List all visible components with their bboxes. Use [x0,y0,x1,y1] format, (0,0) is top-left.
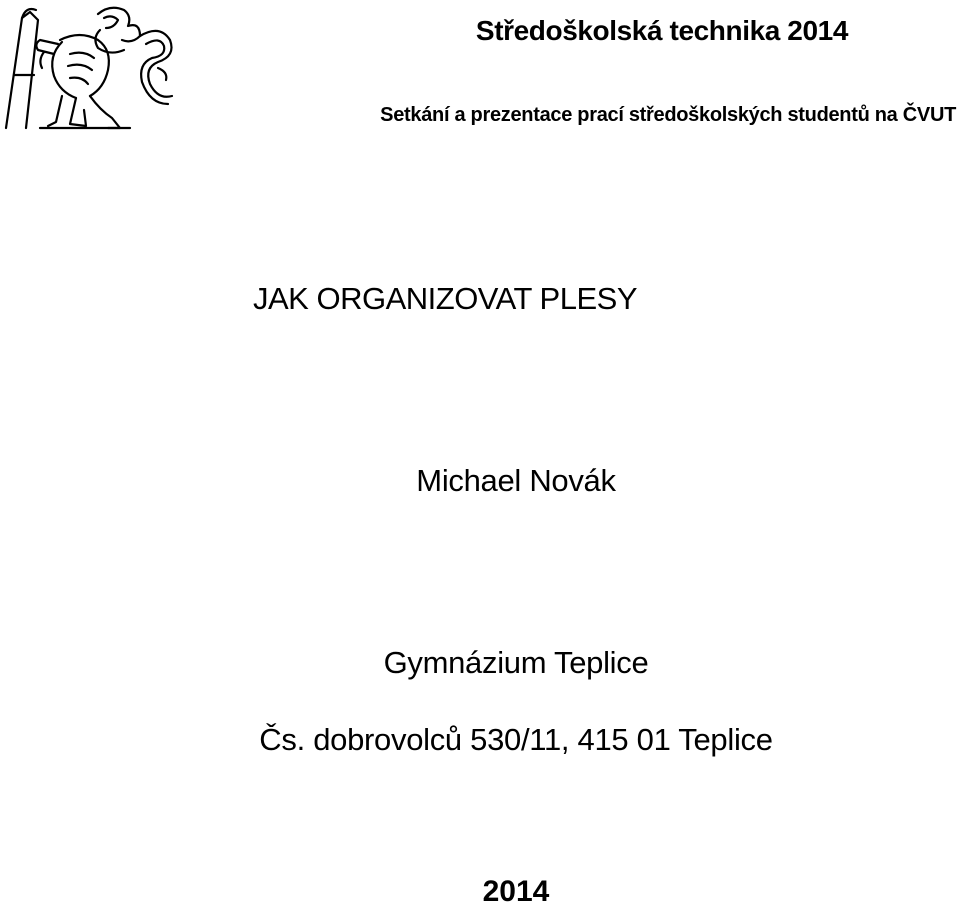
cvut-lion-logo-icon [0,0,178,132]
year: 2014 [482,875,550,908]
work-title: JAK ORGANIZOVAT PLESY [253,281,637,316]
school-address: Čs. dobrovolců 530/11, 415 01 Teplice [259,722,773,757]
school-name: Gymnázium Teplice [383,645,649,680]
author-name: Michael Novák [416,463,616,498]
header-subtitle: Setkání a prezentace prací středoškolských studentů na ČVUT [380,104,956,126]
header-title: Středoškolská technika 2014 [475,15,848,46]
